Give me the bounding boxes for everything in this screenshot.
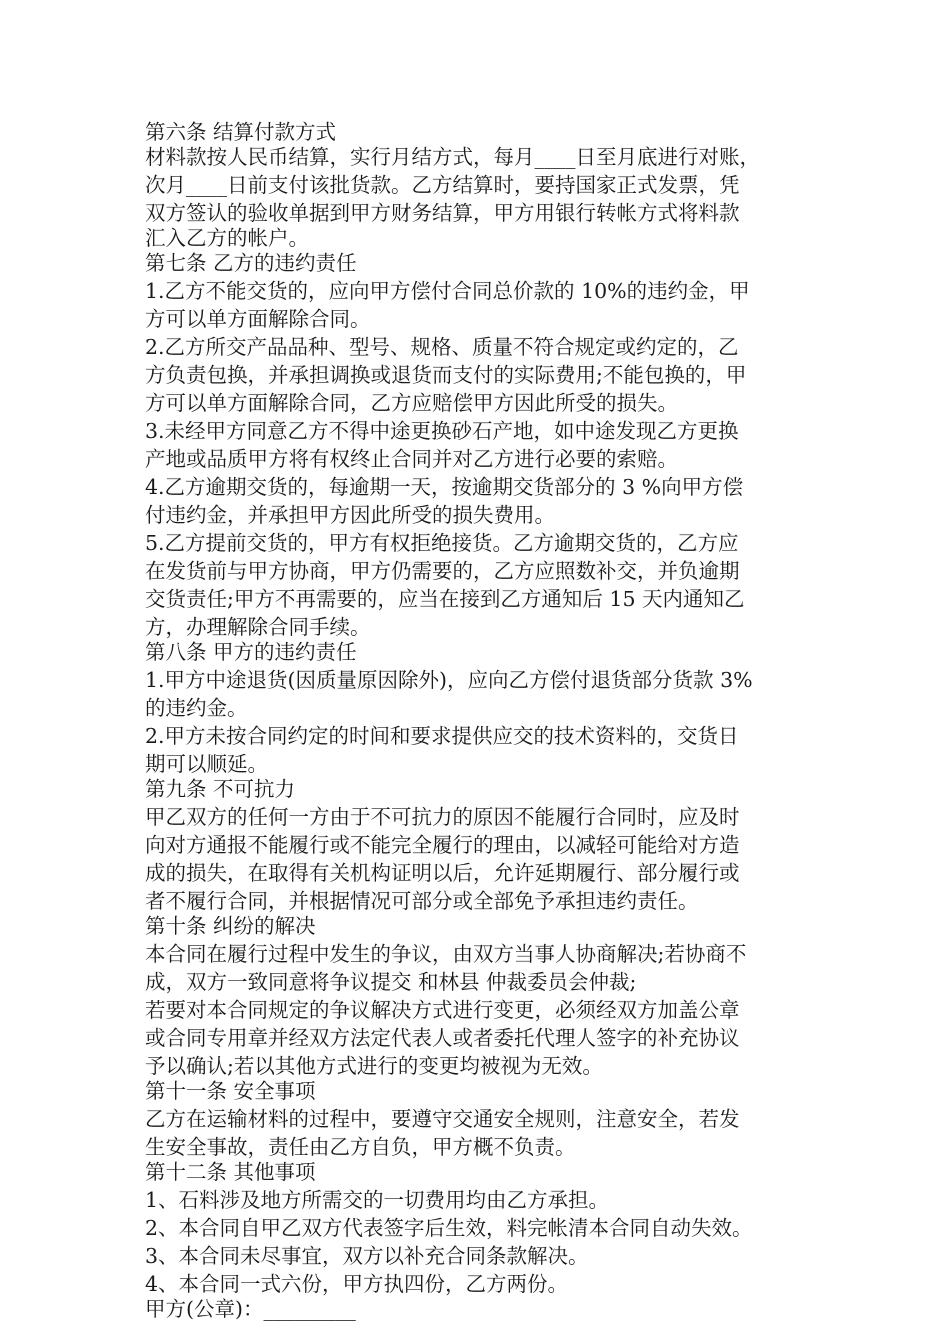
article-9-heading: 第九条 不可抗力 bbox=[145, 777, 296, 801]
article-6-text: 次月____日前支付该批货款。乙方结算时，要持国家正式发票，凭 bbox=[145, 173, 740, 197]
article-7-item-1: 1.乙方不能交货的，应向甲方偿付合同总价款的 10%的违约金，甲 bbox=[145, 279, 750, 303]
article-7-item-4: 付违约金，并承担甲方因此所受的损失费用。 bbox=[145, 503, 555, 527]
article-10-text: 本合同在履行过程中发生的争议，由双方当事人协商解决;若协商不 bbox=[145, 942, 747, 966]
contract-page bbox=[145, 120, 813, 1322]
article-10-heading: 第十条 纠纷的解决 bbox=[145, 914, 316, 938]
article-7-item-2: 方可以单方面解除合同，乙方应赔偿甲方因此所受的损失。 bbox=[145, 391, 678, 415]
article-12-item-1: 1、石料涉及地方所需交的一切费用均由乙方承担。 bbox=[145, 1188, 610, 1212]
article-6-text: 双方签认的验收单据到甲方财务结算，甲方用银行转帐方式将料款 bbox=[145, 201, 740, 225]
article-11-text: 生安全事故，责任由乙方自负，甲方概不负责。 bbox=[145, 1135, 576, 1159]
article-7-item-5: 交货责任;甲方不再需要的，应当在接到乙方通知后 15 天内通知乙 bbox=[145, 587, 745, 611]
article-11-heading: 第十一条 安全事项 bbox=[145, 1079, 316, 1103]
article-7-item-1: 方可以单方面解除合同。 bbox=[145, 307, 371, 331]
article-7-item-3: 产地或品质甲方将有权终止合同并对乙方进行必要的索赔。 bbox=[145, 447, 678, 471]
article-8-item-1: 的违约金。 bbox=[145, 696, 248, 720]
article-12-item-4: 4、本合同一式六份，甲方执四份，乙方两份。 bbox=[145, 1272, 569, 1296]
article-8-item-1: 1.甲方中途退货(因质量原因除外)，应向乙方偿付退货部分货款 3% bbox=[145, 668, 753, 692]
article-11-text: 乙方在运输材料的过程中，要遵守交通安全规则，注意安全，若发 bbox=[145, 1107, 740, 1131]
article-12-item-3: 3、本合同未尽事宜，双方以补充合同条款解决。 bbox=[145, 1244, 589, 1268]
article-7-item-5: 5.乙方提前交货的，甲方有权拒绝接货。乙方逾期交货的，乙方应 bbox=[145, 531, 739, 555]
article-8-heading: 第八条 甲方的违约责任 bbox=[145, 640, 357, 664]
article-9-text: 成的损失，在取得有关机构证明以后，允许延期履行、部分履行或 bbox=[145, 861, 740, 885]
article-7-heading: 第七条 乙方的违约责任 bbox=[145, 251, 357, 275]
article-7-item-2: 2.乙方所交产品品种、型号、规格、质量不符合规定或约定的，乙 bbox=[145, 335, 739, 359]
party-a-seal-line: 甲方(公章)：_________ bbox=[145, 1297, 356, 1321]
article-7-item-2: 方负责包换，并承担调换或退货而支付的实际费用;不能包换的，甲 bbox=[145, 363, 747, 387]
article-10-text: 予以确认;若以其他方式进行的变更均被视为无效。 bbox=[145, 1054, 603, 1078]
article-9-text: 甲乙双方的任何一方由于不可抗力的原因不能履行合同时，应及时 bbox=[145, 805, 740, 829]
article-6-text: 汇入乙方的帐户。 bbox=[145, 226, 309, 250]
article-8-item-2: 期可以顺延。 bbox=[145, 752, 268, 776]
article-7-item-5: 方，办理解除合同手续。 bbox=[145, 615, 371, 639]
article-6-text: 材料款按人民币结算，实行月结方式，每月____日至月底进行对账， bbox=[145, 145, 760, 169]
article-10-text: 或合同专用章并经双方法定代表人或者委托代理人签字的补充协议 bbox=[145, 1026, 740, 1050]
article-10-text: 成，双方一致同意将争议提交 和林县 仲裁委员会仲裁; bbox=[145, 970, 637, 994]
article-6-heading: 第六条 结算付款方式 bbox=[145, 120, 337, 144]
article-8-item-2: 2.甲方未按合同约定的时间和要求提供应交的技术资料的，交货日 bbox=[145, 724, 739, 748]
article-12-item-2: 2、本合同自甲乙双方代表签字后生效，料完帐清本合同自动失效。 bbox=[145, 1216, 753, 1240]
article-7-item-5: 在发货前与甲方协商，甲方仍需要的，乙方应照数补交，并负逾期 bbox=[145, 559, 740, 583]
article-7-item-4: 4.乙方逾期交货的，每逾期一天，按逾期交货部分的 3 %向甲方偿 bbox=[145, 475, 744, 499]
article-12-heading: 第十二条 其他事项 bbox=[145, 1160, 316, 1184]
article-10-text: 若要对本合同规定的争议解决方式进行变更，必须经双方加盖公章 bbox=[145, 998, 740, 1022]
article-9-text: 者不履行合同，并根据情况可部分或全部免予承担违约责任。 bbox=[145, 889, 699, 913]
article-7-item-3: 3.未经甲方同意乙方不得中途更换砂石产地，如中途发现乙方更换 bbox=[145, 419, 739, 443]
article-9-text: 向对方通报不能履行或不能完全履行的理由，以减轻可能给对方造 bbox=[145, 833, 740, 857]
